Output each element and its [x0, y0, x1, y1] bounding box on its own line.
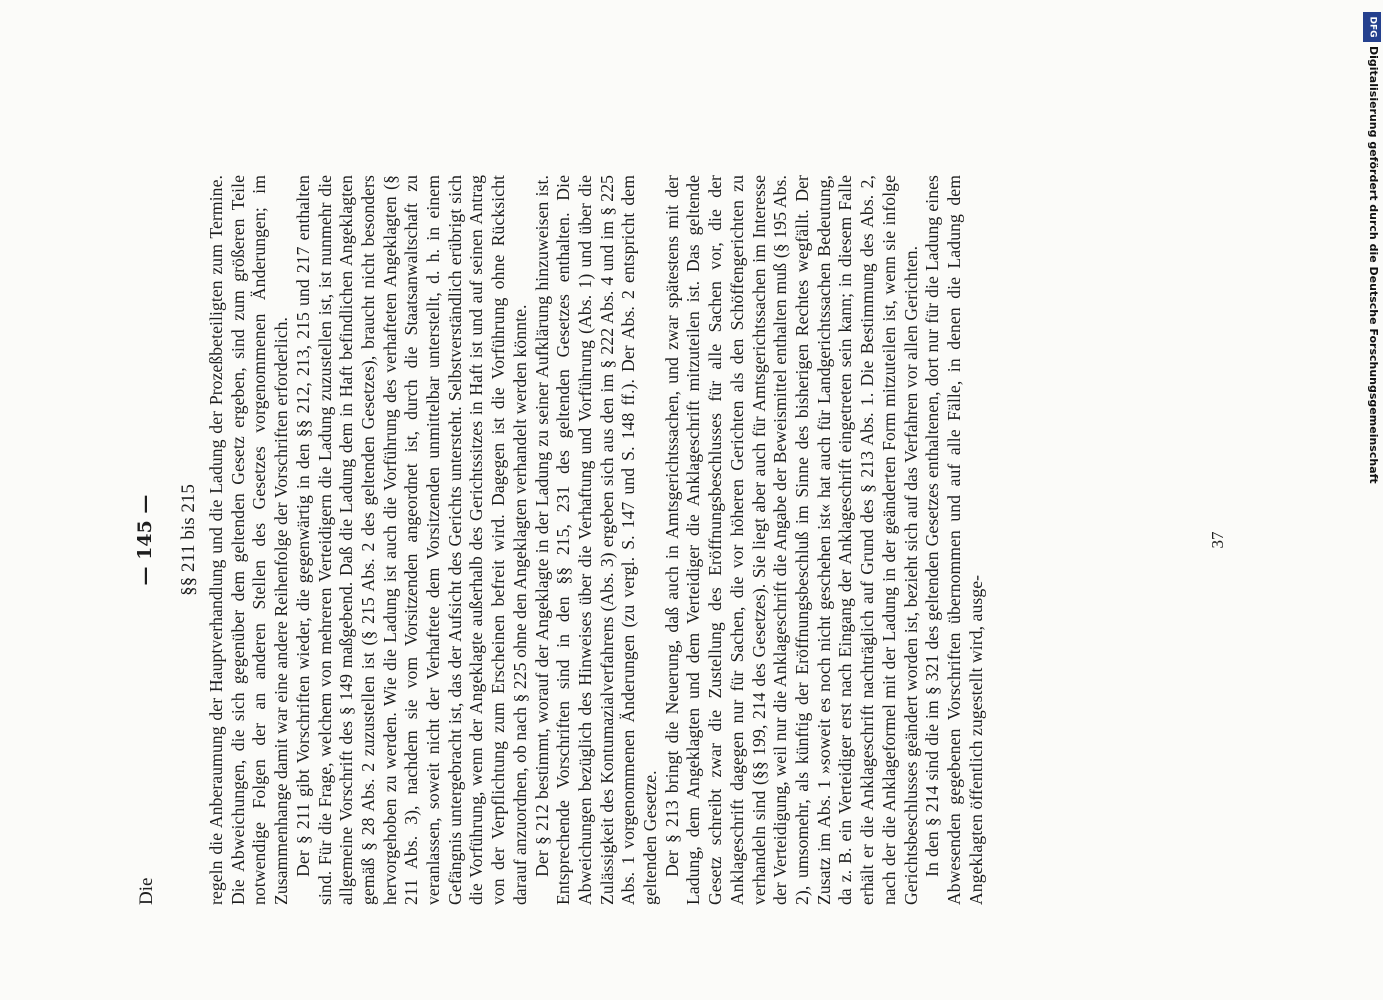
- funding-sidebar: [1362, 6, 1382, 994]
- paragraph-4: Der § 213 bringt die Neuerung, daß auch in Amtsgerichtssachen, und zwar spätestens mit der Ladung, dem Angeklagten und dem Verteidiger die Anklageschrift mitzuteilen ist. Das geltende Gesetz schreibt zwar die Zustellung des Eröffnungsbeschlusses für alle Sachen vor, die der Anklageschrift dagegen nur für Sachen, die vor höheren Gerichten als den Schöffengerichten zu verhandeln sind (§§ 199, 214 des Gesetzes). Sie liegt aber auch für Amtsgerichtssachen im Interesse der Verteidigung, weil nur die Anklageschrift die Angabe der Beweismittel enthalten muß (§ 195 Abs. 2), umsomehr, als künftig der Eröffnungsbeschluß im Sinne des bisherigen Rechtes wegfällt. Der Zusatz im Abs. 1 »soweit es noch nicht geschehen ist« hat auch für Landgerichtssachen Bedeutung, da z. B. ein Verteidiger erst nach Eingang der Anklageschrift eingetreten sein kann; in diesem Falle erhält er die Anklageschrift nachträglich auf Grund des § 213 Abs. 1. Die Bestimmung des Abs. 2, nach der die Anklageformel mit der Ladung in der geänderten Form mitzuteilen ist, wenn sie infolge Gerichtsbeschlusses geändert worden ist, bezieht sich auf das Verfahren vor allen Gerichten.: [661, 175, 921, 905]
- running-head-word: Die: [136, 877, 157, 905]
- section-heading: §§ 211 bis 215: [178, 484, 199, 596]
- paragraph-1: regeln die Anberaumung der Hauptverhandlung und die Ladung der Prozeßbeteiligten zum Termine. Die Abweichungen, die sich gegenüber dem geltenden Gesetz ergeben, sind zum größeren Teile notwendige Folgen der an anderen Stellen des Gesetzes vorgenommenen Änderungen; im Zusammenhange damit war eine andere Reihenfolge der Vorschriften erforderlich.: [206, 175, 292, 905]
- dfg-logo-text: DFG: [1367, 16, 1378, 38]
- paragraph-3: Der § 212 bestimmt, worauf der Angeklagte in der Ladung zu seiner Aufklärung hinzuweisen ist. Entsprechende Vorschriften sind in den §§ 215, 231 des geltenden Gesetzes enthalten. Die Abweichungen bezüglich des Hinweises über die Verhaftung und Vorführung (Abs. 1) und über die Zulässigkeit des Kontumazialverfahrens (Abs. 3) ergeben sich aus den im § 222 Abs. 4 und im § 225 Abs. 1 vorgenommenen Änderungen (zu vergl. S. 147 und S. 148 ff.). Der Abs. 2 entspricht dem geltenden Gesetze.: [531, 175, 661, 905]
- paragraph-2: Der § 211 gibt Vorschriften wieder, die gegenwärtig in den §§ 212, 213, 215 und 217 enthalten sind. Für die Frage, welchem von mehreren Verteidigern die Ladung zuzustellen ist, ist nunmehr die allgemeine Vorschrift des § 149 maßgebend. Daß die Ladung dem in Haft befindlichen Angeklagten gemäß § 28 Abs. 2 zuzustellen ist (§ 215 Abs. 2 des geltenden Gesetzes), braucht nicht besonders hervorgehoben zu werden. Wie die Ladung ist auch die Vorführung des verhafteten Angeklagten (§ 211 Abs. 3), nachdem sie vom Vorsitzenden angeordnet ist, durch die Staatsanwaltschaft zu veranlassen, soweit nicht der Verhaftete dem Vorsitzenden unmittelbar unterstellt, d. h. in einem Gefängnis untergebracht ist, das der Aufsicht des Gerichts untersteht. Selbstverständlich erübrigt sich die Vorführung, wenn der Angeklagte außerhalb des Gerichtssitzes in Haft ist und auf seinen Antrag von der Verpflichtung zum Erscheinen befreit wird. Dagegen ist die Vorführung ohne Rücksicht darauf anzuordnen, ob nach § 225 ohne den Angeklagten verhandelt werden könnte.: [292, 175, 530, 905]
- running-head: [130, 175, 164, 905]
- body-text: [206, 175, 987, 905]
- funding-credit: Digitalisierung gefördert durch die Deutsche Forschungsgemeinschaft: [1367, 46, 1380, 484]
- signature-mark: 37: [1208, 531, 1227, 549]
- page-number: — 145 —: [134, 494, 156, 586]
- rotated-document-page: [130, 175, 1240, 905]
- paragraph-5: In den § 214 sind die im § 321 des geltenden Gesetzes enthaltenen, dort nur für die Ladung eines Abwesenden gegebenen Vorschriften übernommen und auf alle Fälle, in denen die Ladung dem Angeklagten öffentlich zugestellt wird, ausge-: [922, 175, 986, 905]
- dfg-logo-icon: [1363, 12, 1381, 42]
